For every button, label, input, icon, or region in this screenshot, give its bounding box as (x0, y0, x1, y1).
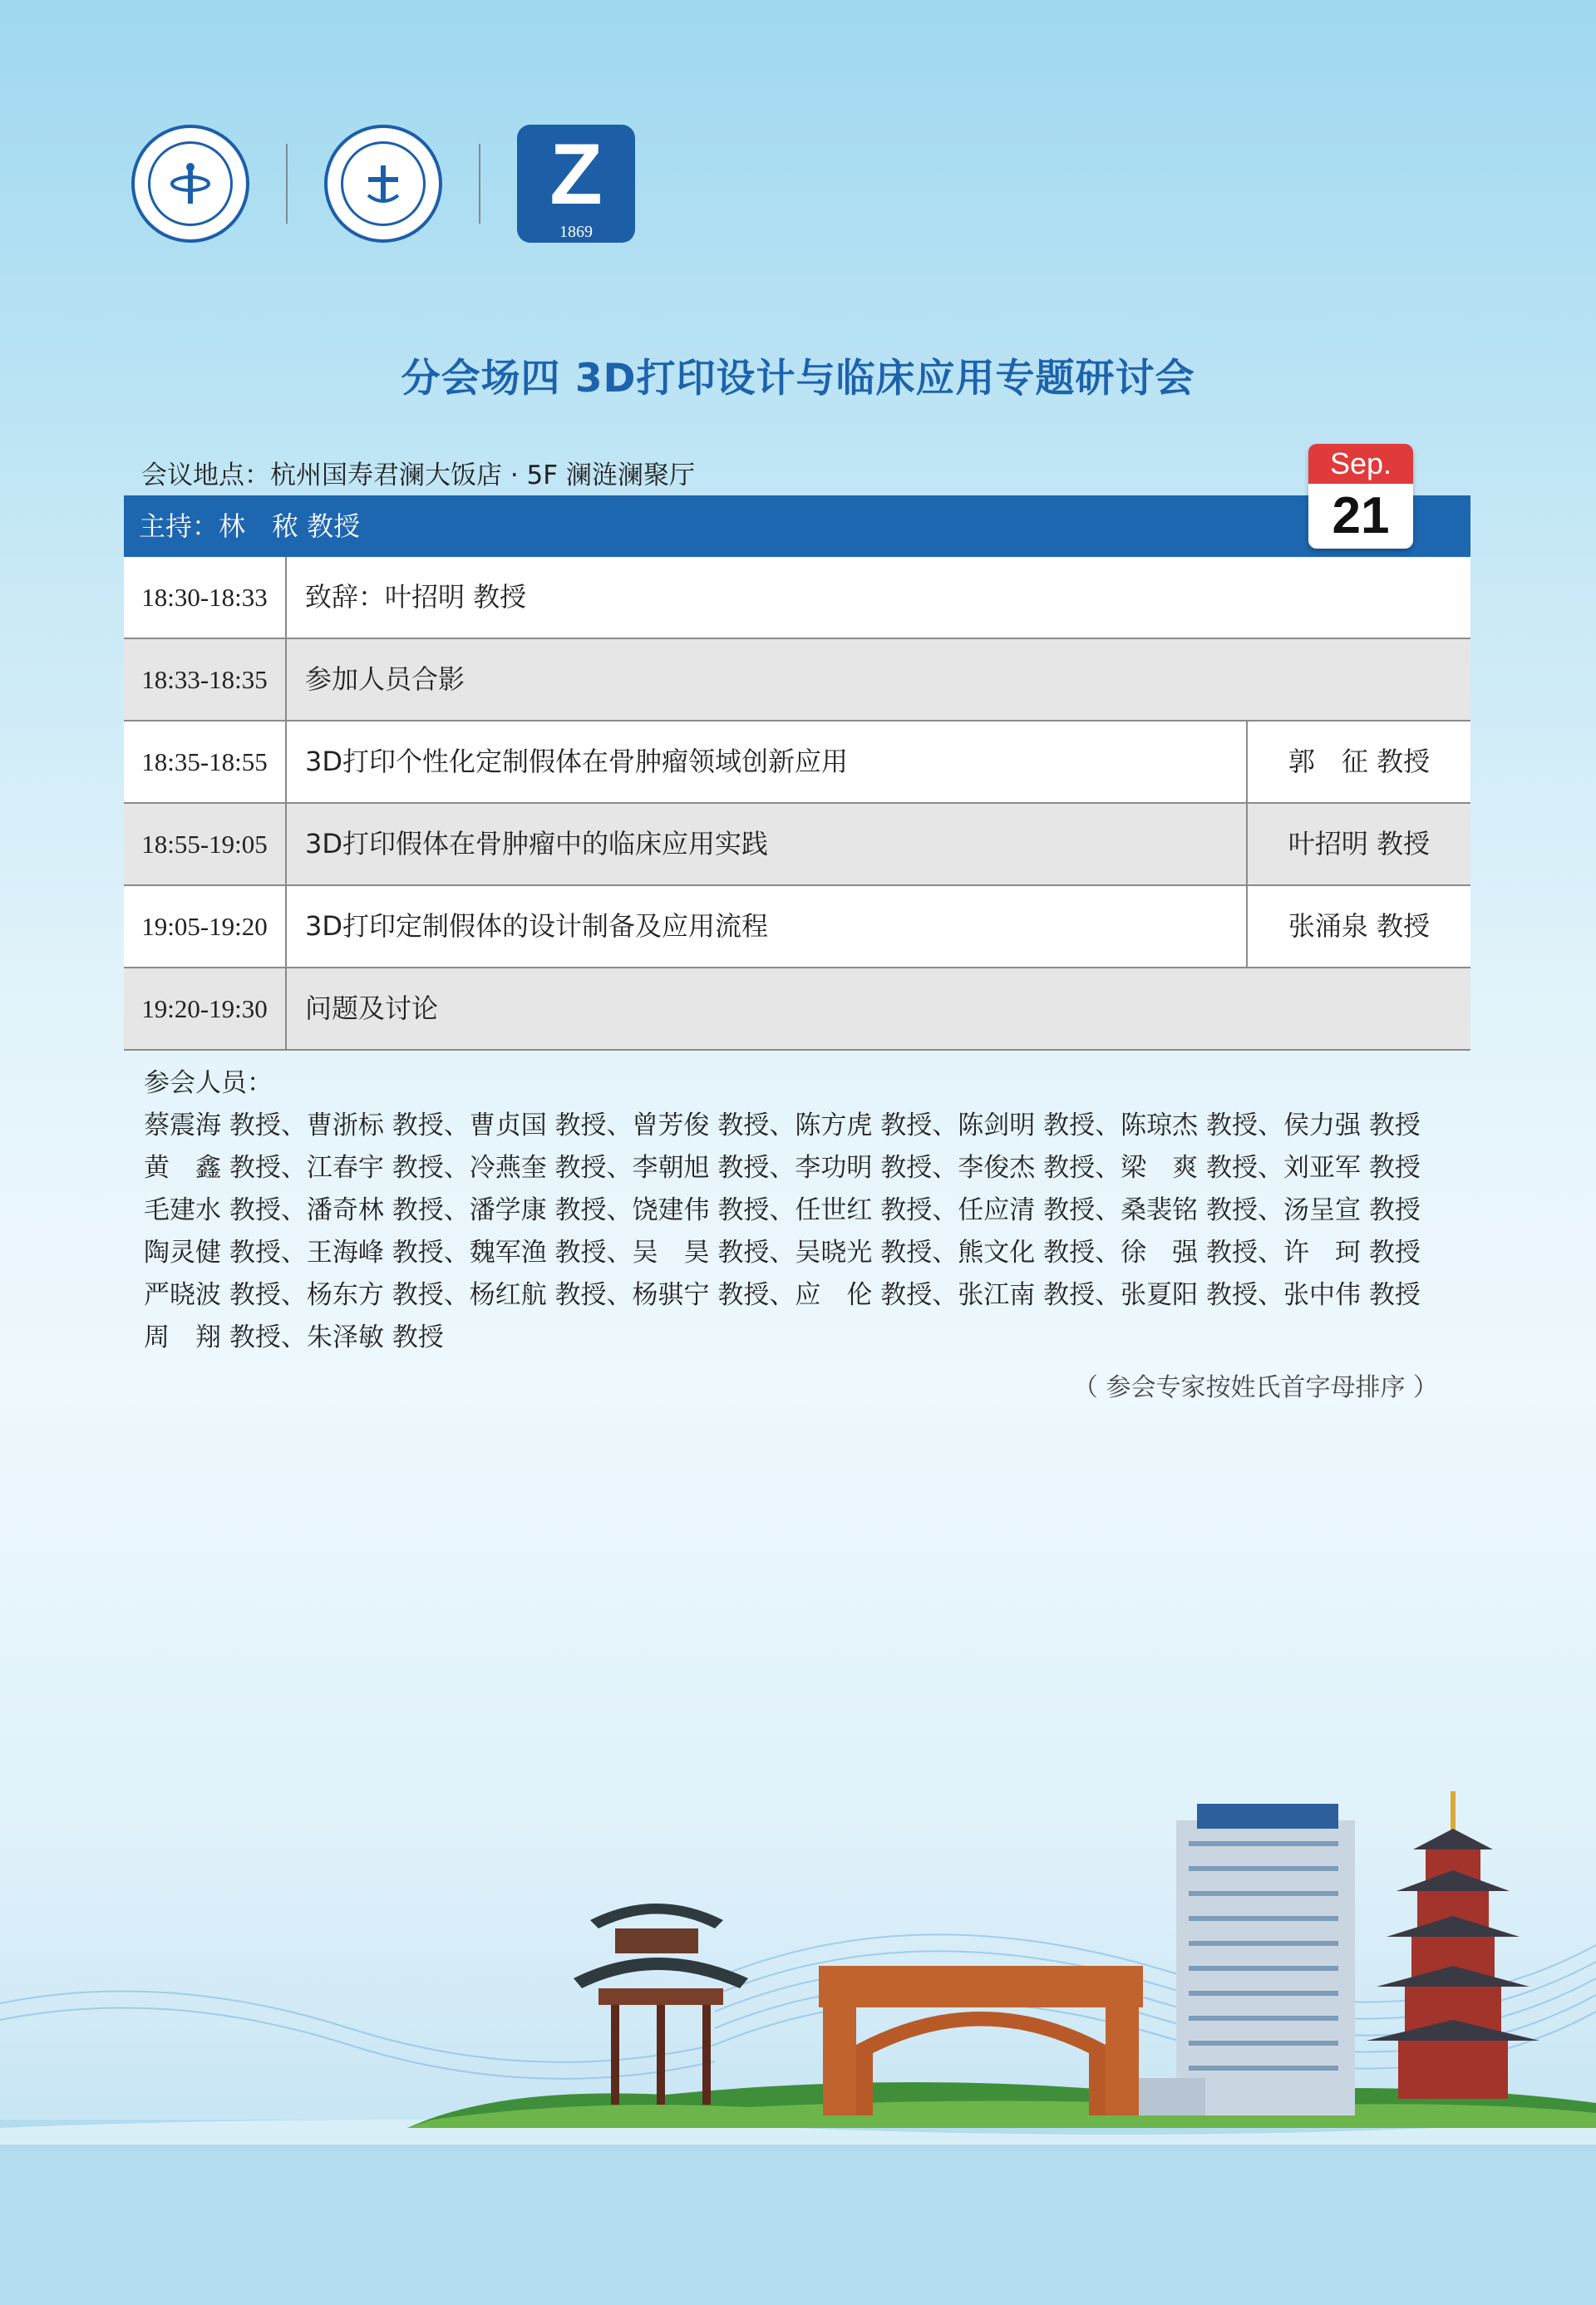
logo-divider (479, 144, 480, 224)
schedule-time: 19:20-19:30 (124, 968, 287, 1049)
venue-text: 会议地点：杭州国寿君澜大饭店 · 5F 澜涟澜聚厅 (141, 461, 695, 490)
schedule-table (124, 557, 1470, 1051)
hospital-z-logo (517, 125, 635, 243)
attendee-line: 严晓波 教授、杨东方 教授、杨红航 教授、杨骐宁 教授、应 伦 教授、张江南 教授、张夏阳 教授、张中伟 教授 (144, 1280, 1421, 1310)
attendee-line: 蔡震海 教授、曹浙标 教授、曹贞国 教授、曾芳俊 教授、陈方虎 教授、陈剑明 教授、陈琼杰 教授、侯力强 教授 (144, 1111, 1421, 1140)
attendee-line: 黄 鑫 教授、江春宇 教授、冷燕奎 教授、李朝旭 教授、李功明 教授、李俊杰 教授、梁 爽 教授、刘亚军 教授 (144, 1153, 1421, 1183)
sorting-note: （ 参会专家按姓氏首字母排序 ） (1072, 1373, 1438, 1402)
schedule-speaker: 张涌泉 教授 (1246, 886, 1470, 967)
anchor-cross-icon (358, 159, 408, 209)
schedule-time: 18:30-18:33 (124, 557, 287, 638)
session-title: 分会场四 3D打印设计与临床应用专题研讨会 (401, 356, 1195, 401)
calendar-day: 21 (1332, 487, 1390, 544)
schedule-speaker: 叶招明 教授 (1246, 804, 1470, 884)
schedule-row (124, 722, 1470, 804)
schedule-row (124, 639, 1470, 722)
attendee-line: 周 翔 教授、朱泽敏 教授 (144, 1322, 444, 1352)
caduceus-icon (165, 159, 215, 209)
attendee-line: 陶灵健 教授、王海峰 教授、魏军渔 教授、吴 昊 教授、吴晓光 教授、熊文化 教授、徐 强 教授、许 珂 教授 (144, 1238, 1421, 1268)
pavilion (574, 1904, 748, 2105)
schedule-time: 19:05-19:20 (124, 886, 287, 967)
schedule-row (124, 804, 1470, 886)
z-letter: Z (549, 126, 603, 223)
hangzhou-skyline-illustration (0, 1729, 1596, 2305)
attendee-list (144, 1062, 1457, 1359)
lake-water (0, 2120, 1596, 2305)
china-anti-cancer-association-logo (131, 125, 249, 243)
schedule-topic: 3D打印个性化定制假体在骨肿瘤领域创新应用 (305, 746, 849, 777)
schedule-row (124, 557, 1470, 639)
zhejiang-anti-cancer-association-logo (324, 125, 442, 243)
hospital-tower (1139, 1804, 1355, 2115)
attendee-line: 毛建水 教授、潘奇林 教授、潘学康 教授、饶建伟 教授、任世红 教授、任应清 教授、桑裴铭 教授、汤呈宣 教授 (144, 1195, 1421, 1225)
founding-year: 1869 (559, 222, 593, 241)
schedule-time: 18:55-19:05 (124, 804, 287, 884)
schedule-time: 18:33-18:35 (124, 639, 287, 720)
schedule-topic: 问题及讨论 (305, 992, 439, 1024)
host-bar: 主持：林 秾 教授 (124, 495, 1470, 557)
schedule-topic: 参加人员合影 (305, 663, 466, 695)
calendar-month: Sep. (1308, 444, 1413, 484)
schedule-speaker: 郭 征 教授 (1246, 722, 1470, 802)
schedule-time: 18:35-18:55 (124, 722, 287, 802)
logo-row (131, 123, 635, 244)
schedule-topic: 致辞：叶招明 教授 (305, 581, 527, 613)
attendee-label: 参会人员： (144, 1068, 273, 1098)
schedule-row (124, 886, 1470, 968)
leifeng-pagoda (1367, 1791, 1539, 2099)
logo-divider (286, 144, 288, 224)
date-calendar-badge (1308, 444, 1413, 549)
schedule-topic: 3D打印定制假体的设计制备及应用流程 (305, 910, 769, 942)
schedule-row (124, 968, 1470, 1051)
wave-lines (0, 1934, 1596, 2078)
schedule-topic: 3D打印假体在骨肿瘤中的临床应用实践 (305, 828, 769, 859)
